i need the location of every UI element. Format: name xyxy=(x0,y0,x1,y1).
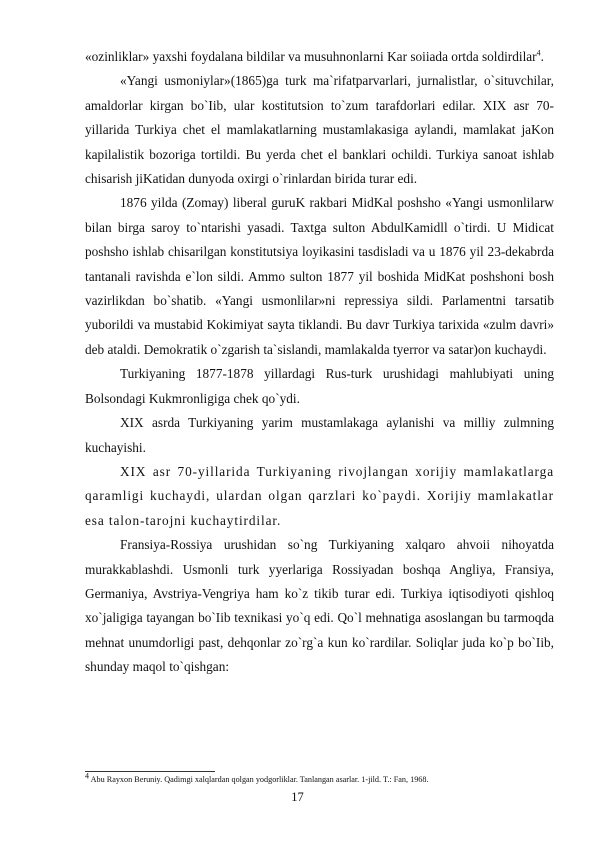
page-body xyxy=(85,45,554,680)
paragraph-5: XIX asr 70-yillarida Turkiyaning rivojlangan xorijiy mamlakatlarga qaramligi kuchaydi, ulardan olgan qarzlari ko`paydi. Xorijiy mamlakatlar esa talon-tarojni kuchaytirdilar. xyxy=(85,463,554,528)
paragraph-4: Turkiyaning 1877-1878 yillardagi Rus-turk urushidagi mahlubiyati uning Bolsondagi Kukmronligiga chek qo`ydi. xyxy=(85,366,554,406)
footnote-marker: 4 xyxy=(85,771,89,781)
footnote-reference[interactable]: 4 xyxy=(536,48,541,58)
paragraph-2: «Yangi usmoniylar»(1865)ga turk ma`rifatparvarlari, jurnalistlar, o`situvchilar, amaldorlar kirgan bo`Iib, ular kostitutsion to`zum tarafdorlari edilar. XIX asr 70-yillarida Turkiya chet el mamlakatlarning mustamlakasiga aylandi, mamlakat jaKon kapilalistik bozoriga tortildi. Bu yerda chet el banklari ochildi. Turkiya sanoat ishlab chisarish jiKatidan dunyoda oxirgi o`rinlardan birida turar edi. xyxy=(85,73,554,187)
page-number: 17 xyxy=(291,790,304,804)
paragraph-3: 1876 yilda (Zomay) liberal guruK rakbari MidKal poshsho «Yangi usmonlilarw bilan birga saroy to`ntarishi yasadi. Taxtga sulton AbdulKamidll o`tirdi. U Midicat poshsho ishlab chisarilgan konstitutsiya loyikasini tasdisladi va u 1876 yil 23-dekabrda tantanali ravishda e`lon sildi. Ammo sulton 1877 yil boshida MidKat poshshoni bosh vazirlikdan bo`shatib. «Yangi usmonlilar»ni repressiya sildi. Parlamentni tarsatib yuborildi va mustabid Kokimiyat sayta tiklandi. Bu davr Turkiya tarixida «zulm davri» deb ataldi. Demokratik o`zgarish ta`sislandi, mamlakalda tyerror va satar)on kuchaydi. xyxy=(85,195,554,357)
paragraph-text-end: . xyxy=(540,49,544,64)
paragraph-1 xyxy=(85,45,554,69)
paragraph-6: Fransiya-Rossiya urushidan so`ng Turkiyaning xalqaro ahvoii nihoyatda murakkablashdi. Usmonli turk yyerlariga Rossiyadan boshqa Angliya, Fransiya, Germaniya, Avstriya-Vengriya ham ko`z tikib turar edi. Turkiya iqtisodiyoti qishloq xo`jaligiga tayangan bo`Iib texnikasi yo`q edi. Qo`l mehnatiga asoslangan bu tarmoqda mehnat unumdorligi past, dehqonlar zo`rg`a kun ko`rardilar. Soliqlar juda ko`p bo`Iib, shunday maqol to`qishgan: xyxy=(85,537,554,675)
paragraph-text: «ozinliklar» yaxshi foydalana bildilar va musuhnonlarni Kar soiiada ortda soldirdilar xyxy=(85,49,537,64)
footnote-text: Abu Rayxon Beruniy. Qadimgi xalqlardan qolgan yodgorliklar. Tanlangan asarlar. 1-jild. T.: Fan, 1968. xyxy=(89,775,429,784)
footnote xyxy=(85,771,555,785)
footnote-divider xyxy=(85,771,215,772)
section-heading: XIX asrda Turkiyaning yarim mustamlakaga aylanishi va milliy zulmning kuchayishi. xyxy=(85,415,554,455)
